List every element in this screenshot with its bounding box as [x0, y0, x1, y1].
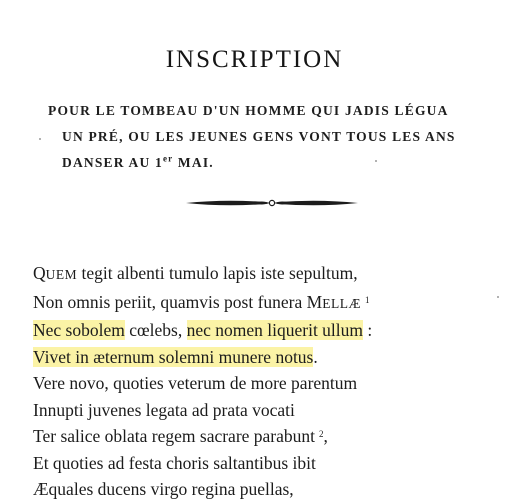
name-small-caps: ELLÆ: [322, 295, 361, 311]
paper-speck: [497, 296, 499, 298]
poem-line-6: Innupti juvenes legata ad prata vocati: [33, 399, 295, 420]
poem-line-7-end: ,: [323, 426, 328, 446]
highlighted-text: Nec sobolem: [33, 320, 125, 340]
subtitle-line-2: UN PRÉ, OU LES JEUNES GENS VONT TOUS LES ANS: [62, 129, 456, 144]
poem-line-3: [33, 317, 503, 344]
ornament-divider-icon: [184, 196, 360, 210]
paper-speck: [375, 160, 377, 162]
poem-line-4-end: .: [313, 346, 318, 367]
poem-line-1-text: tegit albenti tumulo lapis iste sepultum,: [77, 263, 358, 283]
poem-line-7-text: Ter salice oblata regem sacrare parabunt: [33, 426, 316, 446]
footnote-marker: 2: [319, 429, 324, 439]
small-caps-word: UEM: [45, 267, 78, 282]
subtitle-block: [48, 98, 508, 176]
footnote-marker: 1: [364, 294, 370, 305]
poem-line-1: [33, 260, 503, 289]
poem-line-3-end: :: [363, 320, 373, 340]
subtitle-line-3-text: DANSER AU 1: [62, 155, 163, 170]
subtitle-line-1: POUR LE TOMBEAU D'UN HOMME QUI JADIS LÉGUA: [48, 103, 449, 118]
initial-letter: Q: [33, 263, 46, 283]
poem-line-5: Vere novo, quoties veterum de more parentum: [33, 373, 358, 393]
poem-text: [33, 260, 503, 503]
subtitle-line-3: [48, 150, 508, 176]
highlighted-text: Vivet in æternum solemni munere notus: [33, 346, 314, 367]
page-title: INSCRIPTION: [165, 46, 344, 73]
name-initial: M: [306, 291, 323, 312]
poem-line-3-text: cœlebs,: [124, 320, 187, 340]
poem-line-9: Æquales ducens virgo regina puellas,: [33, 479, 294, 499]
ordinal-superscript: er: [162, 153, 174, 164]
paper-speck: [39, 138, 41, 140]
poem-line-2-text: Non omnis periit, quamvis post funera: [33, 291, 307, 312]
poem-line-7: [33, 423, 503, 450]
poem-line-8: Et quoties ad festa choris saltantibus ibit: [33, 452, 316, 473]
poem-line-4: [33, 344, 503, 371]
highlighted-text: nec nomen liquerit ullum: [186, 320, 364, 340]
subtitle-line-3-end: MAI.: [173, 155, 214, 170]
poem-line-2: [33, 289, 503, 318]
